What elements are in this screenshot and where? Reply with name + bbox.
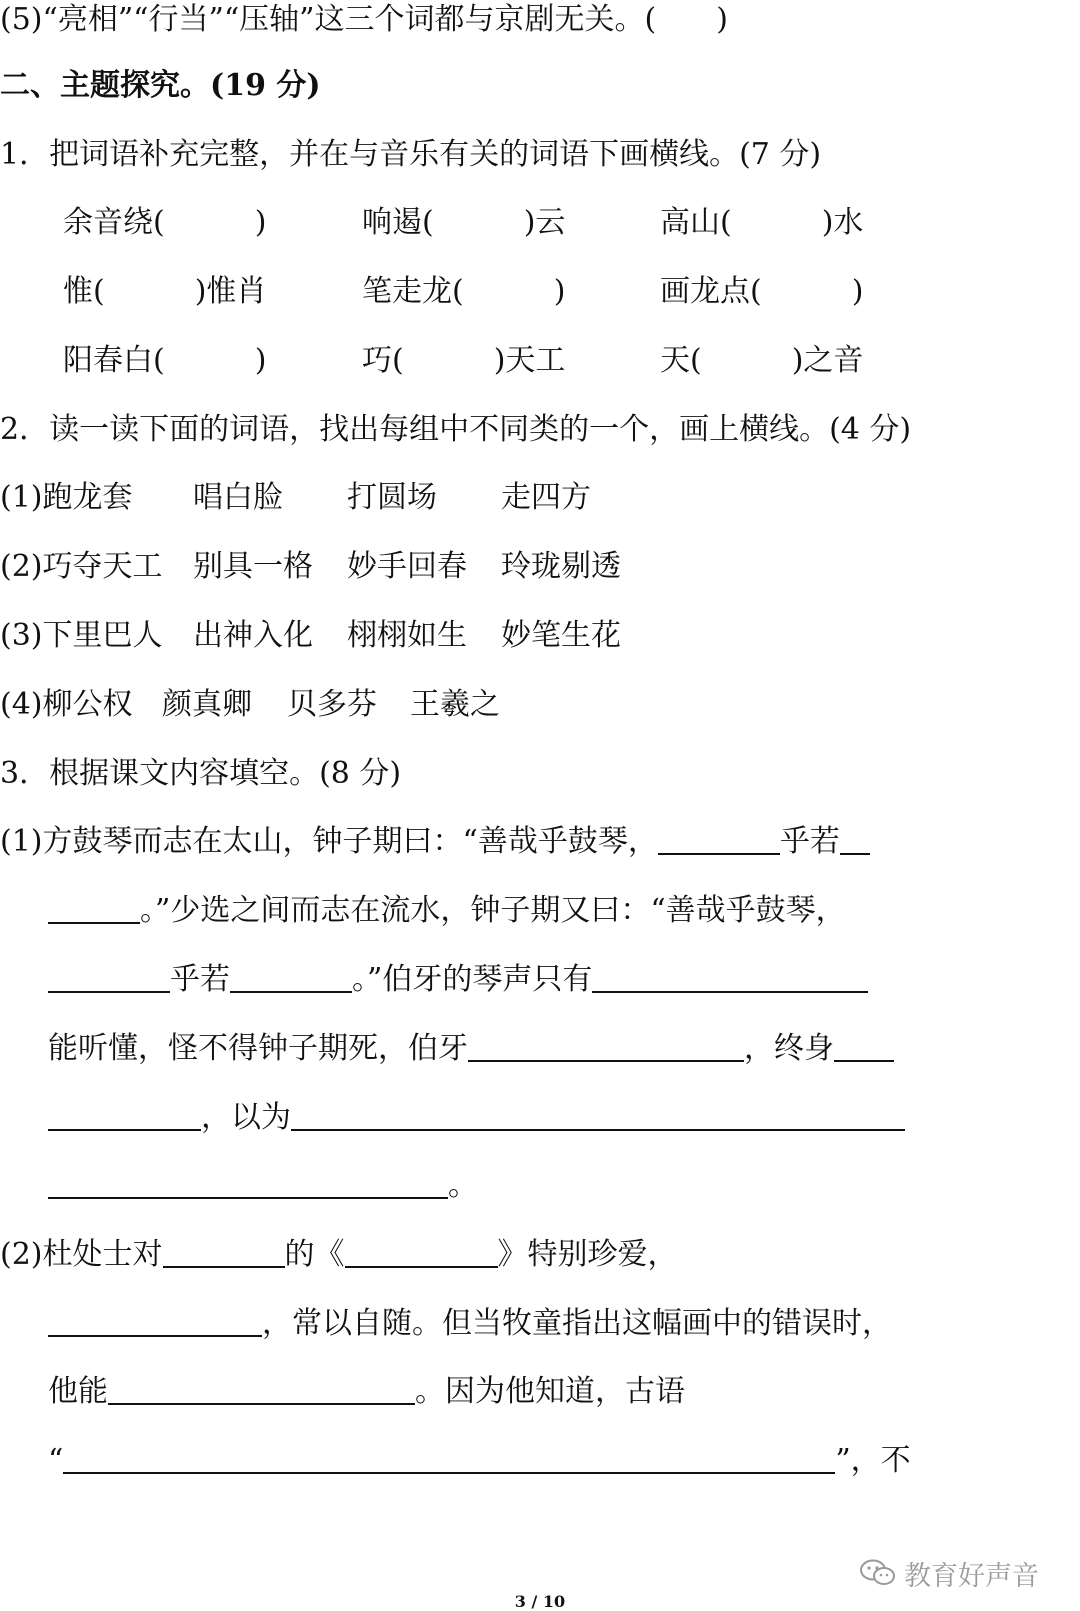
answer-blank[interactable] (63, 1442, 835, 1474)
word-item: 走四方 (501, 480, 591, 515)
q3-p2-line-4 (48, 1441, 911, 1481)
idiom-item: 余音绕( ) (63, 205, 267, 240)
word-item: (4)柳公权 (0, 687, 133, 722)
q3-p1-line-4 (48, 1029, 894, 1069)
answer-blank[interactable] (230, 961, 352, 993)
word-item: 颜真卿 (162, 687, 252, 722)
q3-title: 3．根据课文内容填空。(8 分) (0, 756, 402, 791)
answer-blank[interactable] (291, 1099, 905, 1131)
word-item: 栩栩如生 (347, 618, 467, 653)
answer-blank[interactable] (163, 1236, 285, 1268)
q1-row-2 (0, 272, 1080, 312)
q2-group-3 (0, 616, 1080, 656)
answer-blank[interactable] (108, 1373, 415, 1405)
q3-p1-line-2 (48, 891, 846, 931)
wechat-icon (858, 1558, 898, 1588)
fill-text: 乎若 (170, 962, 230, 997)
answer-blank[interactable] (834, 1030, 894, 1062)
fill-text: 乎若 (779, 824, 840, 859)
idiom-item: 笔走龙( ) (362, 274, 566, 309)
q2-group-1 (0, 478, 1080, 518)
q1-title: 1．把词语补充完整，并在与音乐有关的词语下画横线。(7 分) (0, 137, 822, 172)
fill-text: ，常以自随。但当牧童指出这幅画中的错误时， (262, 1306, 892, 1341)
word-item: 打圆场 (347, 480, 437, 515)
answer-blank[interactable] (592, 961, 868, 993)
word-item: 玲珑剔透 (501, 549, 621, 584)
q1-row-1 (0, 203, 1080, 243)
word-item: 妙笔生花 (501, 618, 621, 653)
q2-group-2 (0, 547, 1080, 587)
fill-text: 能听懂，怪不得钟子期死，伯牙 (48, 1031, 468, 1066)
fill-text: ”，不 (835, 1443, 911, 1478)
question-5: (5)“亮相”“行当”“压轴”这三个词都与京剧无关。( ) (0, 2, 728, 37)
answer-blank[interactable] (48, 892, 140, 924)
fill-text: 。”少选之间而志在流水，钟子期又曰：“善哉乎鼓琴， (140, 893, 846, 928)
idiom-item: 高山( )水 (660, 205, 864, 240)
q3-p1-line-5 (48, 1098, 905, 1138)
q3-p2-line-3 (48, 1372, 685, 1412)
idiom-item: 画龙点( ) (660, 274, 864, 309)
fill-text: 他能 (48, 1374, 108, 1409)
fill-text: 。因为他知道，古语 (415, 1374, 685, 1409)
word-item: 王羲之 (410, 687, 500, 722)
answer-blank[interactable] (345, 1236, 498, 1268)
section-heading: 二、主题探究。(19 分) (0, 68, 321, 103)
fill-text: (2)杜处士对 (0, 1237, 163, 1272)
fill-text: ，终身 (744, 1031, 834, 1066)
answer-blank[interactable] (48, 1167, 448, 1199)
fill-text: 》特别珍爱， (497, 1237, 678, 1272)
answer-blank[interactable] (840, 823, 870, 855)
q3-p1-line-3 (48, 960, 868, 1000)
watermark (858, 1555, 1039, 1591)
answer-blank[interactable] (48, 1099, 201, 1131)
idiom-item: 天( )之音 (660, 343, 864, 378)
q1-row-3 (0, 341, 1080, 381)
q2-group-4 (0, 685, 1080, 725)
word-item: 妙手回春 (347, 549, 467, 584)
word-item: (3)下里巴人 (0, 618, 163, 653)
answer-blank[interactable] (48, 1305, 262, 1337)
word-item: 贝多芬 (287, 687, 377, 722)
fill-text: (1)方鼓琴而志在太山，钟子期曰：“善哉乎鼓琴， (0, 824, 658, 859)
fill-text: ，以为 (201, 1100, 291, 1135)
q3-p2-line-1 (0, 1235, 678, 1275)
idiom-item: 阳春白( ) (63, 343, 267, 378)
fill-text: 。”伯牙的琴声只有 (352, 962, 593, 997)
page-number: 3 / 10 (514, 1592, 566, 1611)
idiom-item: 巧( )天工 (362, 343, 566, 378)
word-item: (2)巧夺天工 (0, 549, 163, 584)
q3-p2-line-2 (48, 1304, 892, 1344)
word-item: 出神入化 (193, 618, 313, 653)
fill-text: 。 (448, 1168, 478, 1203)
q2-title: 2．读一读下面的词语，找出每组中不同类的一个，画上横线。(4 分) (0, 412, 912, 447)
idiom-item: 响遏( )云 (362, 205, 566, 240)
answer-blank[interactable] (48, 961, 170, 993)
fill-text: 的《 (284, 1237, 345, 1272)
answer-blank[interactable] (468, 1030, 744, 1062)
answer-blank[interactable] (658, 823, 780, 855)
idiom-item: 惟( )惟肖 (63, 274, 267, 309)
fill-text: “ (48, 1443, 64, 1478)
word-item: (1)跑龙套 (0, 480, 133, 515)
word-item: 唱白脸 (193, 480, 283, 515)
q3-p1-line-6 (48, 1166, 478, 1206)
q3-p1-line-1 (0, 822, 870, 862)
word-item: 别具一格 (193, 549, 313, 584)
watermark-text: 教育好声音 (904, 1560, 1039, 1592)
